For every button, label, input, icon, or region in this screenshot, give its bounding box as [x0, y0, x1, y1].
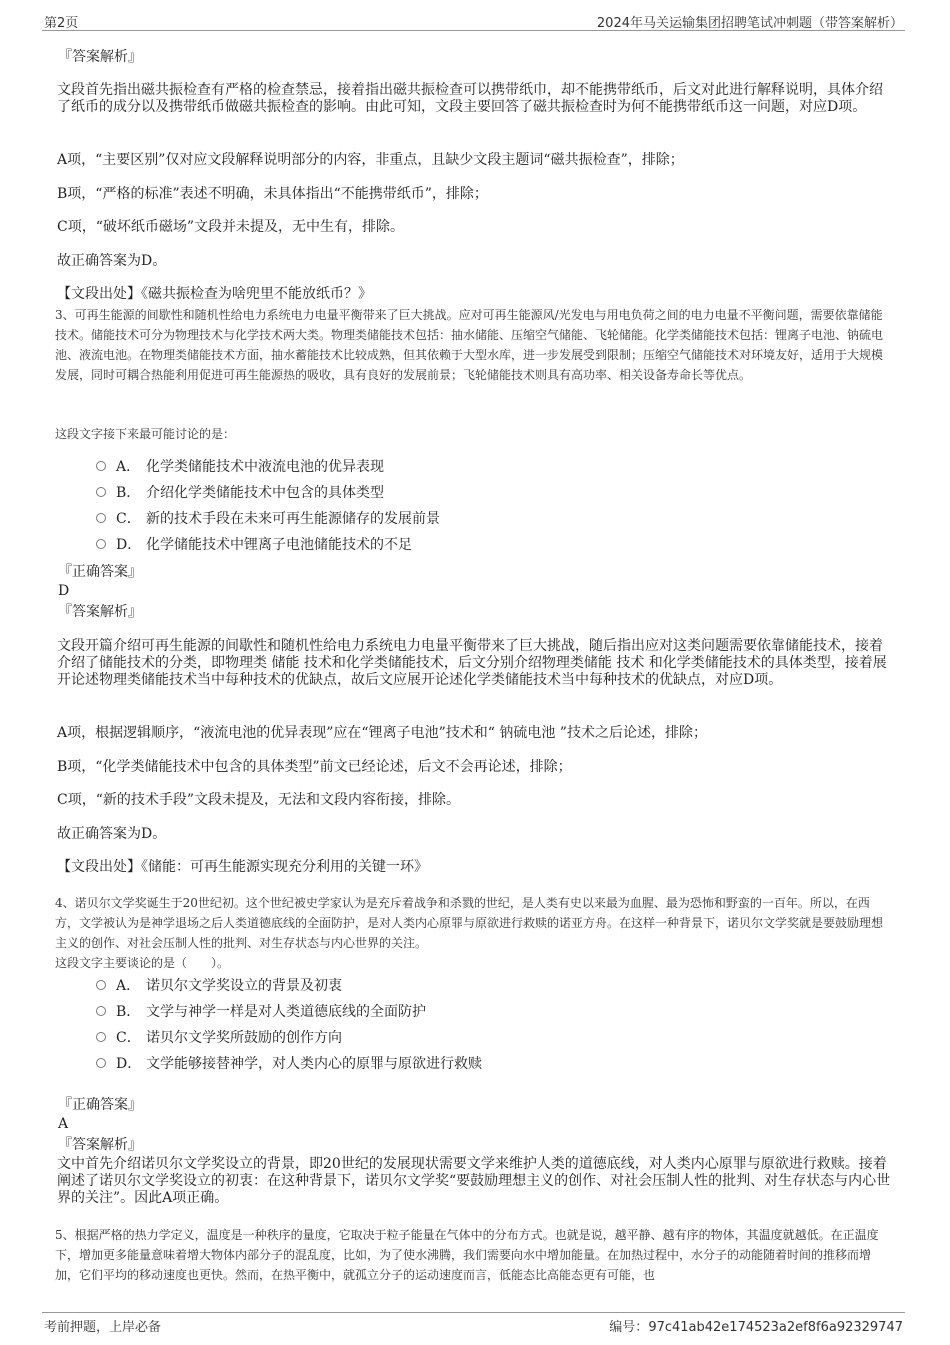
radio-button[interactable]	[96, 1058, 106, 1068]
q3-option-a-note: A项，根据逻辑顺序，“液流电池的优异表现”应在“锂离子电池”技术和“ 钠硫电池 ”技术之后论述，排除；	[57, 725, 707, 741]
radio-button[interactable]	[96, 513, 106, 523]
q3-option-d[interactable]: D． 化学储能技术中锂离子电池储能技术的不足	[96, 536, 412, 554]
page-header	[42, 10, 905, 31]
document-title: 2024年马关运输集团招聘笔试冲刺题（带答案解析）	[596, 16, 903, 31]
q3-option-b[interactable]: B． 介绍化学类储能技术中包含的具体类型	[96, 484, 384, 502]
page-footer	[42, 1312, 905, 1335]
q3-option-b-note: B项，“化学类储能技术中包含的具体类型”前文已经论述，后文不会再论述，排除；	[57, 759, 572, 775]
q2-analysis-label: 『答案解析』	[58, 49, 142, 65]
q4-answer: A	[58, 1116, 69, 1132]
radio-button[interactable]	[96, 461, 106, 471]
q3-answer: D	[58, 583, 70, 599]
q3-source: 【文段出处】《储能：可再生能源实现充分利用的关键一环》	[57, 859, 428, 875]
radio-button[interactable]	[96, 539, 106, 549]
q4-option-b[interactable]: B． 文学与神学一样是对人类道德底线的全面防护	[96, 1003, 426, 1021]
radio-button[interactable]	[96, 980, 106, 990]
radio-button[interactable]	[96, 1032, 106, 1042]
q2-option-a-note: A项，“主要区别”仅对应文段解释说明部分的内容，非重点，且缺少文段主题词“磁共振检查”，排除；	[57, 152, 684, 168]
footer-code: 编号：97c41ab42e174523a2ef8f6a92329747	[609, 1320, 903, 1335]
q3-analysis: 文段开篇介绍可再生能源的间歇性和随机性给电力系统电力电量平衡带来了巨大挑战，随后指出应对这类问题需要依靠储能技术，接着介绍了储能技术的分类，即物理类 储能 技术和化学类储能技术，后文分别介绍物理类储能 技术 和化学类储能技术的具体类型，接着展开论述物理类储能技术当中每种技术的优缺点，故后文应展开论述化学类储能技术当中每种技术的优缺点，对应D项。	[57, 638, 887, 688]
q3-option-a[interactable]: A． 化学类储能技术中液流电池的优异表现	[96, 458, 384, 476]
footer-slogan: 考前押题，上岸必备	[44, 1320, 162, 1335]
q5-stem: 5、根据严格的热力学定义，温度是一种秩序的量度，它取决于粒子能量在气体中的分布方式。也就是说，越平静、越有序的物体，其温度就越低。在正温度下，增加更多能量意味着增大物体内部分子的混乱度，比如，为了使水沸腾，我们需要向水中增加能量。在加热过程中，水分子的动能随着时间的推移而增加，它们平均的移动速度也更快。然而，在热平衡中，就孤立分子的运动速度而言，低能态比高能态更有可能，也	[55, 1228, 879, 1282]
q3-conclusion: 故正确答案为D。	[57, 826, 167, 842]
radio-button[interactable]	[96, 487, 106, 497]
q4-option-d[interactable]: D． 文学能够接替神学，对人类内心的原罪与原欲进行救赎	[96, 1055, 482, 1073]
q2-option-b-note: B项，“严格的标准”表述不明确，未具体指出“不能携带纸币”，排除；	[57, 186, 488, 202]
q2-option-c-note: C项，“破坏纸币磁场”文段并未提及，无中生有，排除。	[57, 219, 405, 235]
q4-answer-label: 『正确答案』	[58, 1097, 142, 1113]
q2-conclusion: 故正确答案为D。	[57, 253, 167, 269]
q4-question: 这段文字主要谈论的是（ ）。	[55, 956, 230, 970]
q3-stem: 3、可再生能源的间歇性和随机性给电力系统电力电量平衡带来了巨大挑战。应对可再生能源风/光发电与用电负荷之间的电力电量不平衡问题，需要依靠储能技术。储能技术可分为物理技术与化学技术两大类。物理类储能技术包括：抽水储能、压缩空气储能、飞轮储能。化学类储能技术包括：锂离子电池、钠硫电池、液流电池。在物理类储能技术方面，抽水蓄能技术比较成熟，但其依赖于大型水库，进一步发展受到限制；压缩空气储能技术对环境友好，适用于大规模发展，同时可耦合热能利用促进可再生能源热的吸收，具有良好的发展前景；飞轮储能技术则具有高功率、相关设备寿命长等优点。	[55, 308, 884, 382]
q3-analysis-label: 『答案解析』	[58, 604, 142, 620]
radio-button[interactable]	[96, 1006, 106, 1016]
q4-option-c[interactable]: C． 诺贝尔文学奖所鼓励的创作方向	[96, 1029, 342, 1047]
q3-option-c[interactable]: C． 新的技术手段在未来可再生能源储存的发展前景	[96, 510, 440, 528]
q2-analysis: 文段首先指出磁共振检查有严格的检查禁忌，接着指出磁共振检查可以携带纸巾，却不能携带纸币，后文对此进行解释说明，具体介绍了纸币的成分以及携带纸币做磁共振检查的影响。由此可知，文段主要回答了磁共振检查时为何不能携带纸币这一问题，对应D项。	[57, 82, 883, 115]
q3-option-c-note: C项，“新的技术手段”文段未提及，无法和文段内容衔接，排除。	[57, 792, 461, 808]
q4-option-a[interactable]: A． 诺贝尔文学奖设立的背景及初衷	[96, 977, 342, 995]
q2-source: 【文段出处】《磁共振检查为啥兜里不能放纸币？》	[57, 286, 372, 302]
q4-analysis-label: 『答案解析』	[58, 1137, 142, 1153]
q4-analysis: 文中首先介绍诺贝尔文学奖设立的背景，即20世纪的发展现状需要文学来维护人类的道德底线，对人类内心原罪与原欲进行救赎。接着阐述了诺贝尔文学奖设立的初衷：在这种背景下，诺贝尔文学奖“要鼓励理想主义的创作、对社会压制人性的批判、对生存状态与内心世界的关注”。因此A项正确。	[57, 1156, 891, 1206]
q3-answer-label: 『正确答案』	[58, 564, 142, 580]
q4-stem: 4、诺贝尔文学奖诞生于20世纪初。这个世纪被史学家认为是充斥着战争和杀戮的世纪，是人类有史以来最为血腥、最为恐怖和野蛮的一百年。所以，在西方，文学被认为是神学退场之后人类道德底线的全面防护，是对人类内心原罪与原欲进行救赎的诺亚方舟。在这样一种背景下，诺贝尔文学奖就是要鼓励理想主义的创作、对社会压制人性的批判、对生存状态与内心世界的关注。	[55, 896, 884, 950]
q3-question: 这段文字接下来最可能讨论的是：	[55, 427, 236, 441]
page-number: 第2页	[44, 16, 79, 31]
